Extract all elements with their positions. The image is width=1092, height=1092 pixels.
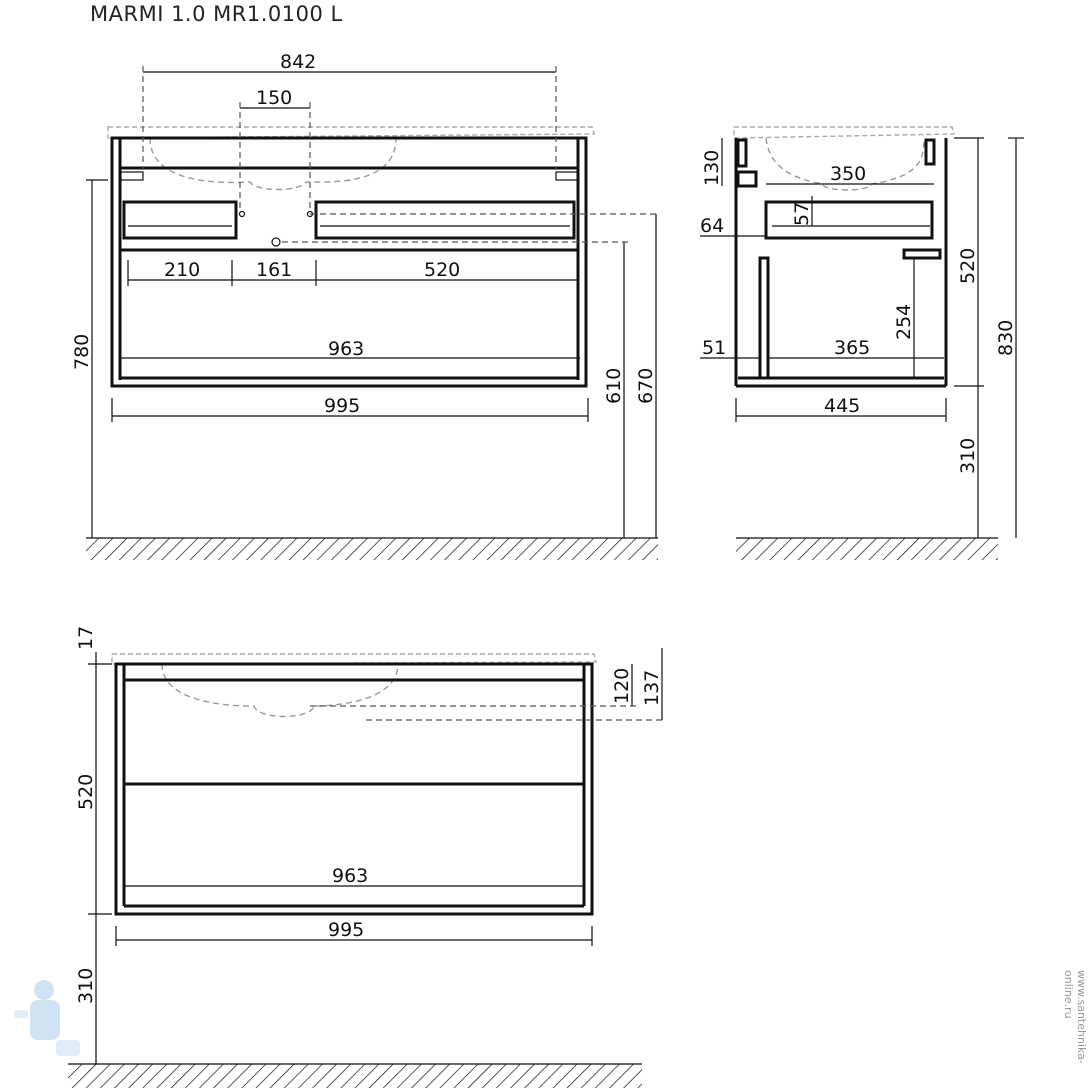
bottom-view (14, 626, 664, 1088)
dim-610: 610 (603, 367, 625, 404)
dim-210: 210 (164, 259, 201, 281)
bottom-basin-outline (162, 664, 398, 717)
dim-842: 842 (280, 51, 317, 73)
side-view (700, 127, 1024, 560)
dim-350: 350 (830, 163, 867, 185)
dim-120: 120 (611, 667, 633, 704)
floor-hatch-bottom (68, 1064, 642, 1088)
dim-150: 150 (256, 87, 293, 109)
dim-830: 830 (995, 319, 1017, 356)
dim-365: 365 (834, 337, 871, 359)
dim-254: 254 (893, 303, 915, 340)
dim-64: 64 (700, 215, 725, 237)
dim-130: 130 (701, 149, 723, 186)
watermark-text: www.santehnika-online.ru (1062, 970, 1088, 1064)
drawing-title: MARMI 1.0 MR1.0100 L (90, 2, 343, 26)
dim-670: 670 (635, 367, 657, 404)
plumber-logo-icon (14, 980, 80, 1056)
floor-hatch-side (736, 538, 998, 560)
dim-445: 445 (824, 395, 861, 417)
dim-310-side: 310 (957, 437, 979, 474)
dim-995-front: 995 (324, 395, 361, 417)
dim-161: 161 (256, 259, 293, 281)
dim-310-bottom: 310 (75, 967, 97, 1004)
dim-963-front: 963 (328, 338, 365, 360)
front-view (71, 51, 660, 560)
dim-51: 51 (702, 337, 727, 359)
dim-57: 57 (791, 201, 813, 226)
side-countertop (734, 127, 954, 138)
dim-520: 520 (424, 259, 461, 281)
dim-995-bottom: 995 (328, 919, 365, 941)
dim-780: 780 (71, 333, 93, 370)
floor-hatch-front (86, 538, 658, 560)
dim-963-bottom: 963 (332, 865, 369, 887)
basin-outline (150, 138, 396, 190)
dim-520-bottom: 520 (75, 773, 97, 810)
dim-17: 17 (75, 625, 97, 650)
dim-137: 137 (641, 669, 663, 706)
dim-520-side: 520 (957, 247, 979, 284)
countertop-outline (108, 127, 594, 138)
